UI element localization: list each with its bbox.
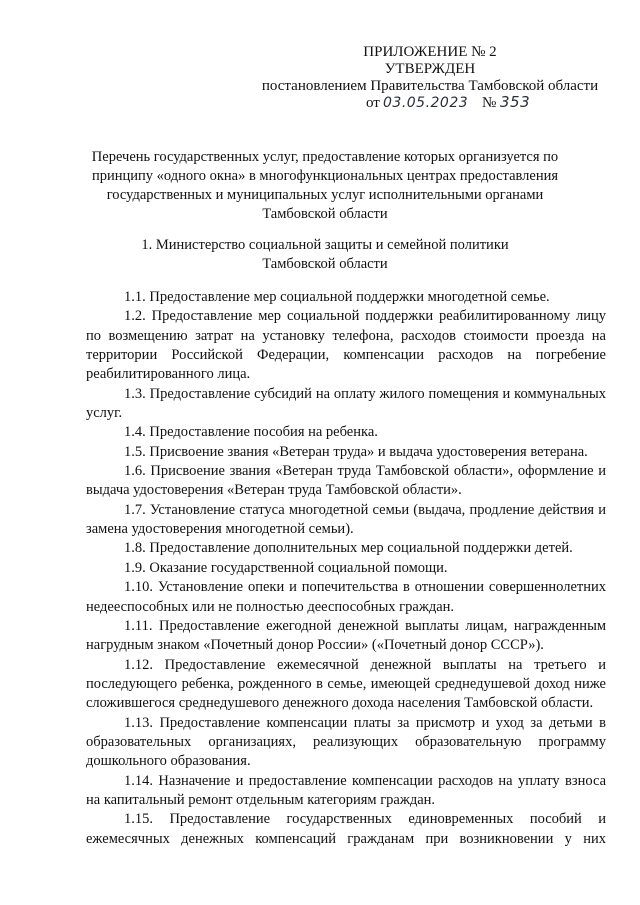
approved-label: УТВЕРЖДЕН	[384, 61, 476, 77]
list-item: 1.1. Предоставление мер социальной поддержки многодетной семье.	[124, 289, 550, 305]
list-item: 1.5. Присвоение звания «Ветеран труда» и выдача удостоверения ветерана.	[124, 443, 588, 460]
services-list	[86, 288, 606, 849]
number-prefix: №	[482, 95, 497, 111]
list-item: 1.2. Предоставление мер социальной поддержки реабилитированному лицу по возмещению затрат на установку телефона, расходов стоимости проезда на территории Российской Федерации, компенсации расходов на погребение реабилитированного лица.	[86, 308, 606, 383]
decree-number: 353	[500, 93, 531, 111]
list-item: 1.7. Установление статуса многодетной семьи (выдача, продление действия и замена удостоверения многодетной семьи).	[86, 501, 606, 538]
list-item: 1.9. Оказание государственной социальной помощи.	[124, 559, 448, 576]
section-heading-line2: Тамбовской области	[262, 256, 388, 272]
list-item: 1.15. Предоставление государственных единовременных пособий и ежемесячных денежных компенсаций гражданам при возникновении у них	[86, 811, 606, 847]
list-item: 1.10. Установление опеки и попечительства в отношении совершеннолетних недееспособных или не полностью дееспособных граждан.	[86, 579, 606, 615]
decree-label: постановлением Правительства Тамбовской области	[261, 78, 599, 94]
section-heading-line1: 1. Министерство социальной защиты и семейной политики	[141, 237, 509, 253]
section-heading	[70, 236, 580, 274]
list-item: 1.12. Предоставление ежемесячной денежной выплаты на третьего и последующего ребенка, рожденного в семье, имеющей среднедушевой доход ниже сложившегося среднедушевого денежного дохода населения Тамбовской области.	[86, 656, 606, 712]
list-item: 1.13. Предоставление компенсации платы за присмотр и уход за детьми в образовательных организациях, реализующих образовательную программу дошкольного образования.	[86, 714, 606, 770]
list-item: 1.14. Назначение и предоставление компенсации расходов на уплату взноса на капитальный ремонт отдельным категориям граждан.	[86, 772, 606, 808]
list-item: 1.4. Предоставление пособия на ребенка.	[124, 424, 378, 441]
list-item: 1.6. Присвоение звания «Ветеран труда Тамбовской области», оформление и выдача удостоверения «Ветеран труда Тамбовской области».	[86, 463, 606, 499]
date-number-line	[250, 95, 610, 113]
approval-block	[250, 44, 610, 113]
document-title: Перечень государственных услуг, предоставление которых организуется по принципу «одного окна» в многофункциональных центрах предоставления государственных и муниципальных услуг исполнительными органами Тамбовской области	[91, 149, 559, 222]
list-item: 1.11. Предоставление ежегодной денежной выплаты лицам, награжденным нагрудным знаком «Почетный донор России» («Почетный донор СССР»).	[86, 617, 606, 654]
list-item: 1.8. Предоставление дополнительных мер социальной поддержки детей.	[124, 540, 573, 557]
list-item: 1.3. Предоставление субсидий на оплату жилого помещения и коммунальных услуг.	[86, 385, 606, 422]
appendix-label: ПРИЛОЖЕНИЕ № 2	[363, 44, 497, 60]
decree-date: 03.05.2023	[383, 95, 469, 111]
date-prefix: от	[366, 95, 380, 111]
